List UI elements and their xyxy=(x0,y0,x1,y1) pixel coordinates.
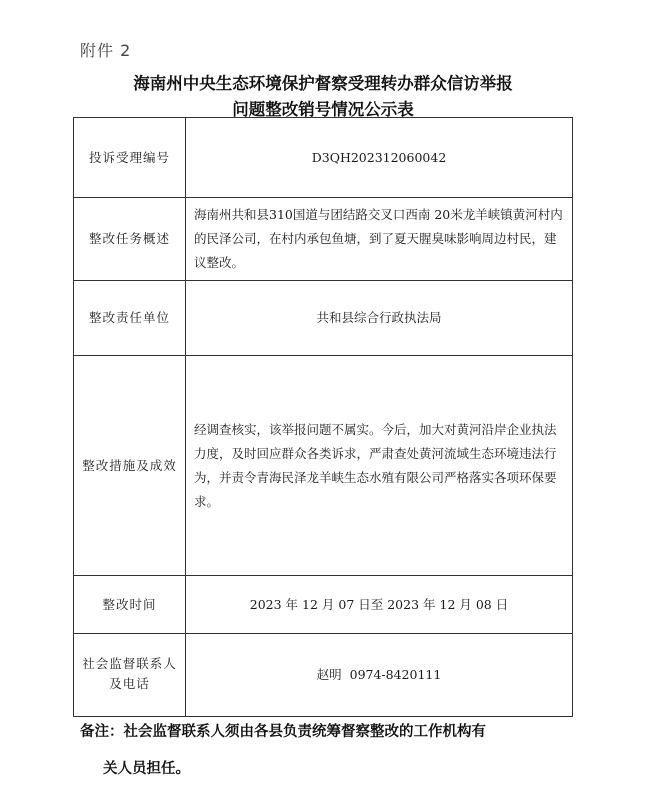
table-row-task-summary xyxy=(74,198,573,281)
complaint-no-label: 投诉受理编号 xyxy=(74,118,186,198)
measures-value: 经调查核实，该举报问题不属实。今后，加大对黄河沿岸企业执法力度，及时回应群众各类诉求，严肃查处黄河流域生态环境违法行为，并责令青海民泽龙羊峡生态水殖有限公司严格落实各项环保要求。 xyxy=(186,356,573,576)
contact-label-line2: 及电话 xyxy=(109,676,150,691)
period-label: 整改时间 xyxy=(74,576,186,634)
table-row-responsible-unit xyxy=(74,281,573,356)
contact-label xyxy=(74,634,186,717)
table-row-complaint-no xyxy=(74,118,573,198)
table-row-measures xyxy=(74,356,573,576)
footnote-line1: 备注：社会监督联系人须由各县负责统筹督察整改的工作机构有 xyxy=(80,724,486,740)
attachment-label: 附件 2 xyxy=(80,41,132,60)
contact-label-line1: 社会监督联系人 xyxy=(82,656,177,671)
complaint-no-value: D3QH202312060042 xyxy=(186,118,573,198)
responsible-unit-label: 整改责任单位 xyxy=(74,281,186,356)
task-summary-label: 整改任务概述 xyxy=(74,198,186,281)
document-title-line1: 海南州中央生态环境保护督察受理转办群众信访举报 xyxy=(133,74,513,93)
contact-value: 赵明 0974-8420111 xyxy=(186,634,573,717)
document-title-line2: 问题整改销号情况公示表 xyxy=(232,100,414,119)
measures-label: 整改措施及成效 xyxy=(74,356,186,576)
rectification-table xyxy=(73,117,573,717)
period-value: 2023 年 12 月 07 日至 2023 年 12 月 08 日 xyxy=(186,576,573,634)
table-row-period xyxy=(74,576,573,634)
footnote-line2: 关人员担任。 xyxy=(103,761,190,777)
table-row-contact xyxy=(74,634,573,717)
task-summary-value: 海南州共和县310国道与团结路交叉口西南 20米龙羊峡镇黄河村内的民泽公司，在村内承包鱼塘，到了夏天腥臭味影响周边村民，建议整改。 xyxy=(186,198,573,281)
responsible-unit-value: 共和县综合行政执法局 xyxy=(186,281,573,356)
